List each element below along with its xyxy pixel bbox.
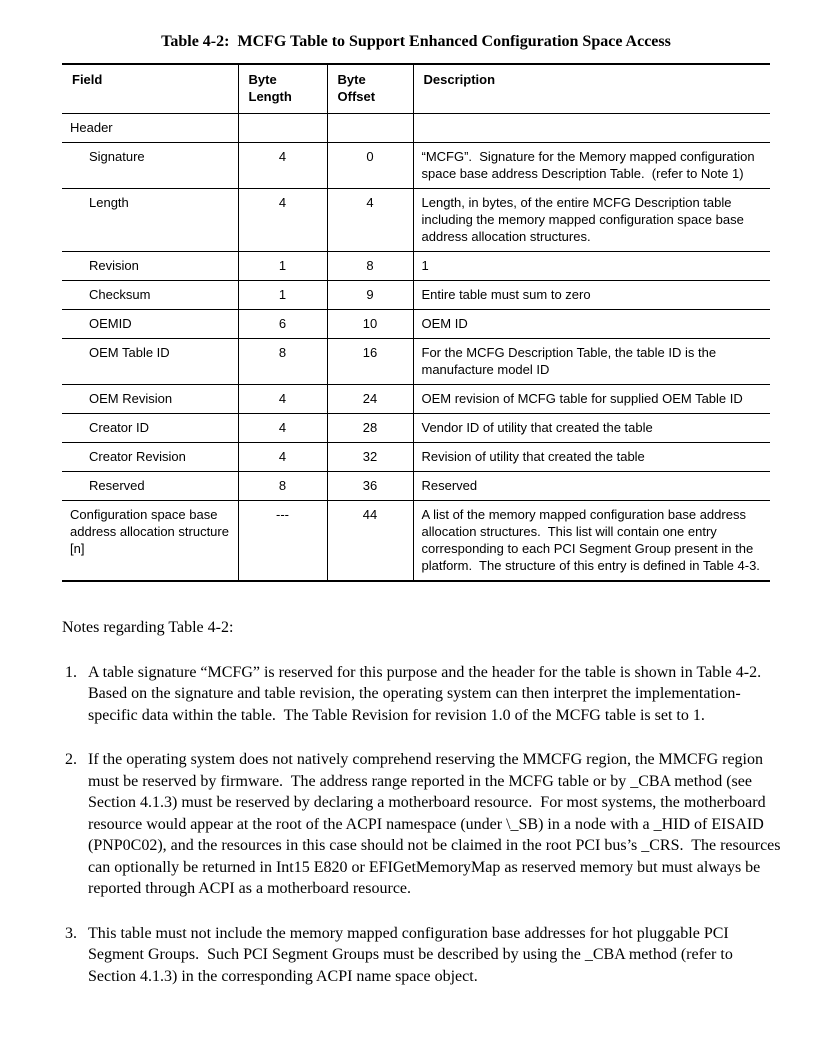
note-item — [62, 749, 785, 900]
field-cell: Signature — [62, 143, 238, 189]
byte-length-cell: 8 — [238, 339, 327, 385]
byte-length-cell: 1 — [238, 281, 327, 310]
description-cell: For the MCFG Description Table, the table ID is the manufacture model ID — [413, 339, 770, 385]
byte-length-cell: 4 — [238, 189, 327, 252]
note-number: 3. — [65, 924, 77, 942]
byte-offset-cell: 44 — [327, 501, 413, 582]
field-cell: Header — [62, 114, 238, 143]
byte-length-cell — [238, 114, 327, 143]
description-cell: Revision of utility that created the table — [413, 443, 770, 472]
field-cell: Creator Revision — [62, 443, 238, 472]
table-row — [62, 114, 770, 143]
byte-offset-cell: 4 — [327, 189, 413, 252]
note-item — [62, 662, 781, 727]
field-cell: Length — [62, 189, 238, 252]
table-row — [62, 143, 770, 189]
table-row — [62, 281, 770, 310]
field-cell: OEMID — [62, 310, 238, 339]
table-row — [62, 472, 770, 501]
byte-offset-cell: 0 — [327, 143, 413, 189]
note-number: 2. — [65, 751, 77, 768]
notes-section — [62, 617, 785, 987]
column-header-byte-length: Byte Length — [238, 64, 327, 114]
note-text: If the operating system does not natively comprehend reserving the MMCFG region, the MMCFG region must be reserved by firmware. The address range reported in the MCFG table or by _CBA method (see Section 4.1.3) must be reserved by declaring a motherboard resource. For most systems, the motherboard resource would appear at the root of the ACPI namespace (under \_SB) in a node with a _HID of EISAID (PNP0C02), and the resources in this case should not be claimed in the root PCI bus’s _CRS. The resources can optionally be returned in Int15 E820 or EFIGetMemoryMap as reserved memory but must always be reported through ACPI as a motherboard resource. — [88, 751, 785, 897]
byte-offset-cell: 16 — [327, 339, 413, 385]
byte-offset-cell — [327, 114, 413, 143]
field-cell: OEM Revision — [62, 385, 238, 414]
byte-length-cell: 4 — [238, 385, 327, 414]
byte-offset-cell: 9 — [327, 281, 413, 310]
column-header-byte-offset: Byte Offset — [327, 64, 413, 114]
byte-offset-cell: 36 — [327, 472, 413, 501]
byte-offset-cell: 32 — [327, 443, 413, 472]
table-row — [62, 501, 770, 582]
description-cell: A list of the memory mapped configuration base address allocation structures. This list will contain one entry corresponding to each PCI Segment Group present in the platform. The structure of this entry is defined in Table 4-3. — [413, 501, 770, 582]
field-cell: Checksum — [62, 281, 238, 310]
description-cell — [413, 114, 770, 143]
table-row — [62, 443, 770, 472]
byte-offset-cell: 8 — [327, 252, 413, 281]
note-text: This table must not include the memory mapped configuration base addresses for hot pluggable PCI Segment Groups. Such PCI Segment Groups must be described by using the _CBA method (refer to Section 4.1.3) in the corresponding ACPI name space object. — [88, 924, 737, 985]
description-cell: Vendor ID of utility that created the table — [413, 414, 770, 443]
table-row — [62, 310, 770, 339]
field-cell: Configuration space base address allocation structure [n] — [70, 507, 233, 556]
note-item — [62, 923, 781, 988]
notes-list — [62, 662, 785, 988]
description-cell: Reserved — [413, 472, 770, 501]
note-number: 1. — [65, 663, 77, 681]
field-cell: Creator ID — [62, 414, 238, 443]
column-header-field: Field — [62, 64, 238, 114]
notes-heading: Notes regarding Table 4-2: — [62, 619, 234, 636]
description-cell: “MCFG”. Signature for the Memory mapped configuration space base address Description Table. (refer to Note 1) — [413, 143, 770, 189]
table-row — [62, 252, 770, 281]
description-cell: OEM revision of MCFG table for supplied OEM Table ID — [413, 385, 770, 414]
description-cell: 1 — [413, 252, 770, 281]
field-cell: Reserved — [62, 472, 238, 501]
table-row — [62, 385, 770, 414]
table-row — [62, 189, 770, 252]
table-caption: Table 4-2: MCFG Table to Support Enhanced Configuration Space Access — [161, 33, 671, 50]
byte-length-cell: 4 — [238, 143, 327, 189]
field-cell: Revision — [62, 252, 238, 281]
mcfg-spec-table — [62, 63, 770, 582]
table-body — [62, 114, 770, 582]
byte-length-cell: 8 — [238, 472, 327, 501]
byte-offset-cell: 28 — [327, 414, 413, 443]
column-header-description: Description — [413, 64, 770, 114]
description-cell: Entire table must sum to zero — [413, 281, 770, 310]
field-cell: OEM Table ID — [62, 339, 238, 385]
table-row — [62, 339, 770, 385]
table-row — [62, 414, 770, 443]
byte-length-cell: 4 — [238, 443, 327, 472]
table-header-row — [62, 64, 770, 114]
byte-length-cell: --- — [238, 501, 327, 582]
description-cell: Length, in bytes, of the entire MCFG Description table including the memory mapped configuration space base address allocation structures. — [413, 189, 770, 252]
note-text: A table signature “MCFG” is reserved for this purpose and the header for the table is shown in Table 4-2. Based on the signature and table revision, the operating system can then interpret the implementation-specific data within the table. The Table Revision for revision 1.0 of the MCFG table is set to 1. — [88, 663, 770, 724]
byte-length-cell: 4 — [238, 414, 327, 443]
byte-offset-cell: 24 — [327, 385, 413, 414]
byte-length-cell: 1 — [238, 252, 327, 281]
byte-length-cell: 6 — [238, 310, 327, 339]
description-cell: OEM ID — [413, 310, 770, 339]
byte-offset-cell: 10 — [327, 310, 413, 339]
